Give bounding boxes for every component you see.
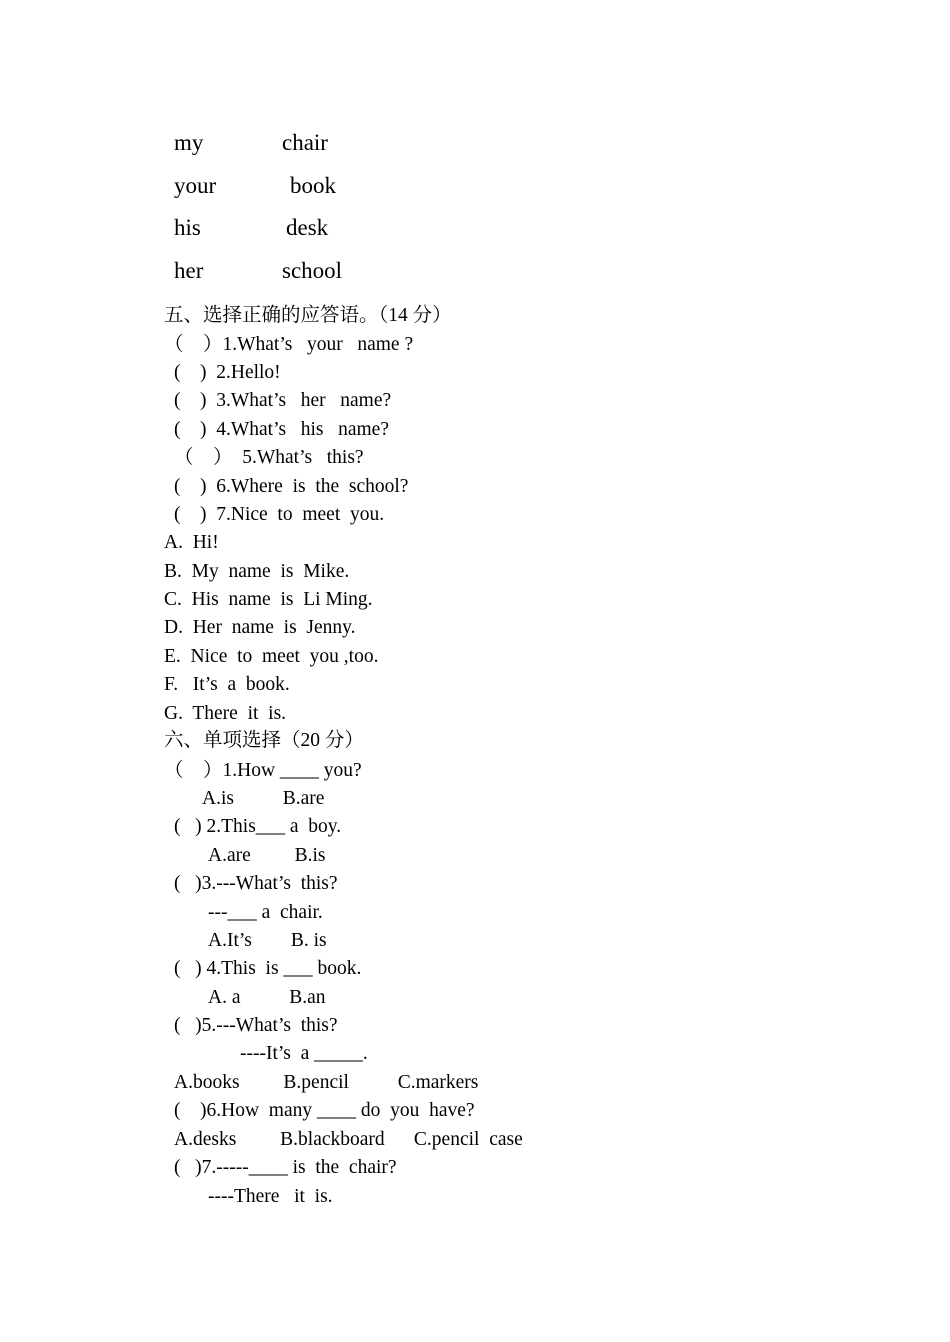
section5-question: ( ) 4.What’s his name?: [174, 419, 389, 440]
section5-answer: G. There it is.: [164, 703, 287, 724]
section5-answer: B. My name is Mike.: [164, 561, 350, 582]
section6-options: A.are B.is: [208, 845, 326, 866]
section5-question: （ ）1.What’s your name ?: [164, 334, 414, 355]
word-left: her: [174, 258, 204, 283]
word-right: desk: [286, 215, 329, 240]
section6-question: ( )6.How many ____ do you have?: [174, 1100, 475, 1121]
section5-question: ( ) 3.What’s her name?: [174, 390, 392, 411]
section5-answer: F. It’s a book.: [164, 674, 290, 695]
word-right: school: [282, 258, 343, 283]
section6-options: A.is B.are: [202, 788, 325, 809]
word-left: my: [174, 130, 204, 155]
section5-question: ( ) 2.Hello!: [174, 362, 281, 383]
word-left: his: [174, 215, 201, 240]
section5-question: ( ) 7.Nice to meet you.: [174, 504, 385, 525]
section5-answer: E. Nice to meet you ,too.: [164, 646, 379, 667]
word-left: your: [174, 173, 217, 198]
section6-options: A.It’s B. is: [208, 930, 327, 951]
section6-question: ( )3.---What’s this?: [174, 873, 338, 894]
section6-options: A.desks B.blackboard C.pencil case: [174, 1129, 523, 1150]
section6-question: ( )5.---What’s this?: [174, 1015, 338, 1036]
word-pair-row: [0, 173, 950, 203]
word-right: chair: [282, 130, 328, 155]
section5-question: （ ） 5.What’s this?: [174, 447, 364, 468]
section5-answer: C. His name is Li Ming.: [164, 589, 373, 610]
section6-options: A. a B.an: [208, 987, 326, 1008]
section5-question: ( ) 6.Where is the school?: [174, 476, 409, 497]
section6-question: （ ）1.How ____ you?: [164, 760, 362, 781]
section6-question: ( ) 4.This is ___ book.: [174, 958, 362, 979]
word-pair-row: [0, 258, 950, 288]
word-pair-row: [0, 215, 950, 245]
word-pair-row: [0, 130, 950, 160]
section6-question-reply: ----It’s a _____.: [240, 1043, 368, 1064]
section6-options: A.books B.pencil C.markers: [174, 1072, 479, 1093]
section5-answer: D. Her name is Jenny.: [164, 617, 356, 638]
section6-question: ( ) 2.This___ a boy.: [174, 816, 342, 837]
section6-question-reply: ---___ a chair.: [208, 902, 323, 923]
word-right: book: [290, 173, 336, 198]
section6-question: ( )7.-----____ is the chair?: [174, 1157, 397, 1178]
section5-heading: 五、选择正确的应答语。（14 分）: [164, 305, 452, 326]
section6-question-reply: ----There it is.: [208, 1186, 333, 1207]
section6-heading: 六、单项选择（20 分）: [164, 730, 364, 751]
section5-answer: A. Hi!: [164, 532, 219, 553]
